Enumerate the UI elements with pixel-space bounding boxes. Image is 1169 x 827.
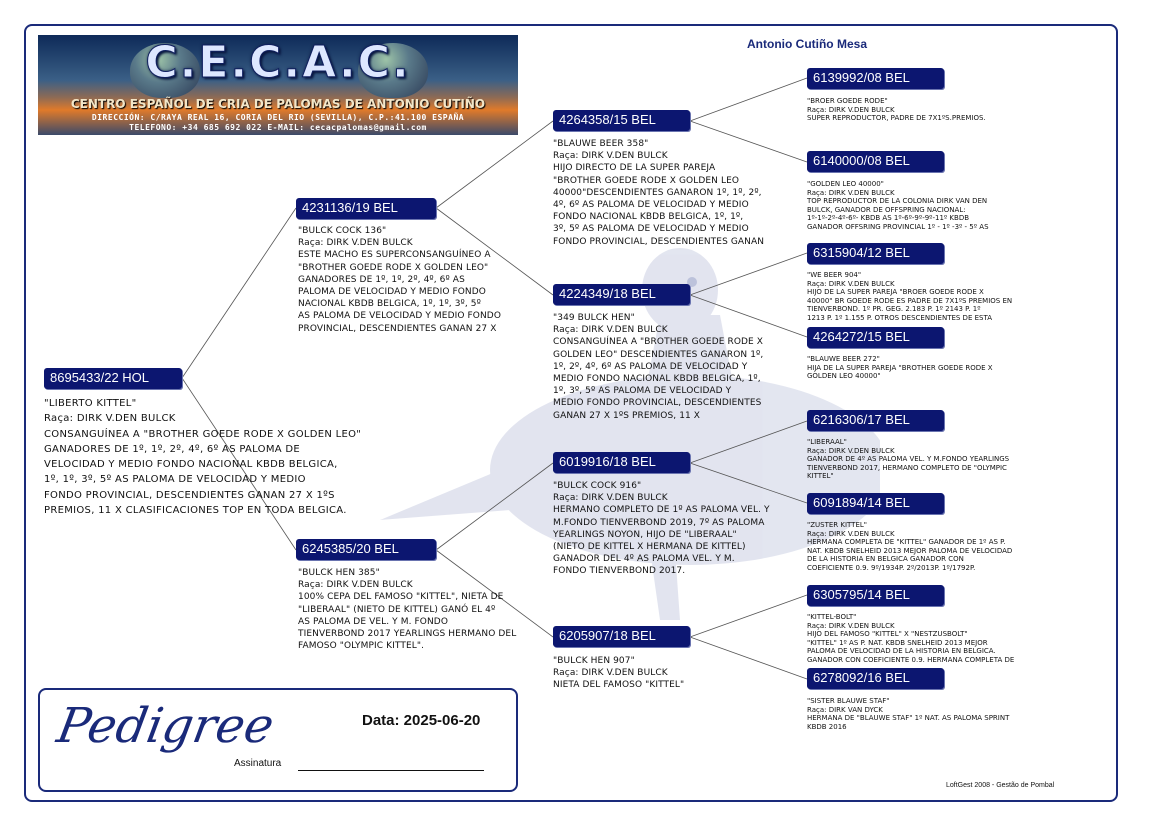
- ring-box-ggp-1[interactable]: 6139992/08 BEL: [807, 68, 944, 89]
- ring-box-subject[interactable]: 8695433/22 HOL: [44, 368, 182, 389]
- ring-box-sire[interactable]: 4231136/19 BEL: [296, 198, 436, 219]
- ring-box-grandsire-2[interactable]: 6019916/18 BEL: [553, 452, 690, 473]
- pigeon-description-grandsire-2: "BULCK COCK 916" Raça: DIRK V.DEN BULCK HERMANO COMPLETO DE 1º AS PALOMA VEL. Y M.FONDO TIENVERBOND 2019, 7º AS PALOMA YEARLINGS NOYON, HIJO DE "LIBERAAL" (NIETO DE KITTEL X HERMANA DE KITTEL) GANADOR DEL 4º AS PALOMA VEL. Y M. FONDO TIENVERBOND 2017.: [553, 481, 770, 577]
- banner-contact: TELEFONO: +34 685 692 022 E-MAIL: cecacpalomas@gmail.com: [129, 123, 427, 132]
- banner-address: DIRECCIÓN: C/RAYA REAL 16, CORIA DEL RIO (SEVILLA), C.P.:41.100 ESPAÑA: [91, 113, 465, 122]
- ring-box-grandsire-1[interactable]: 4264358/15 BEL: [553, 110, 690, 131]
- signature-panel: [38, 688, 518, 792]
- pigeon-description-grandsire-1: "BLAUWE BEER 358" Raça: DIRK V.DEN BULCK HIJO DIRECTO DE LA SUPER PAREJA "BROTHER GOEDE RODE X GOLDEN LEO 40000"DESCENDIENTES GANARON 1º, 1º, 2º, 4º, 6º AS PALOMA DE VELOCIDAD Y MEDIO FONDO NACIONAL KBDB BELGICA, 1º, 1º, 3º, 5º AS PALOMA DE VELOCIDAD Y MEDIO FONDO PROVINCIAL, DESCENDIENTES GANAN: [553, 139, 765, 247]
- banner-subtitle: CENTRO ESPAÑOL DE CRIA DE PALOMAS DE ANTONIO CUTIÑO: [70, 97, 486, 111]
- banner-acronym: C.E.C.A.C.: [145, 37, 411, 88]
- ring-box-granddam-2[interactable]: 6205907/18 BEL: [553, 626, 690, 647]
- signature-line[interactable]: [298, 770, 484, 771]
- pigeon-description-dam: "BULCK HEN 385" Raça: DIRK V.DEN BULCK 100% CEPA DEL FAMOSO "KITTEL", NIETA DE "LIBERAAL" (NIETO DE KITTEL) GANÓ EL 4º AS PALOMA DE VEL. Y M. FONDO TIENVERBOND 2017 YEARLINGS HERMANO DEL FAMOSO "OLYMPIC KITTEL".: [298, 568, 517, 652]
- ring-box-granddam-1[interactable]: 4224349/18 BEL: [553, 284, 690, 305]
- ring-box-ggp-4[interactable]: 4264272/15 BEL: [807, 327, 944, 348]
- pigeon-description-ggp-6: "ZUSTER KITTEL" Raça: DIRK V.DEN BULCK HERMANA COMPLETA DE "KITTEL" GANADOR DE 1º AS P. NAT. KBDB SNELHEID 2013 MEJOR PALOMA DE VELOCIDAD DE LA HISTORIA EN BELGICA GANADOR CON COEFICIENTE 0.9. 9º/1934P. 2º/2013P. 1º/1792P.: [807, 521, 1013, 572]
- pigeon-description-ggp-5: "LIBERAAL" Raça: DIRK V.DEN BULCK GANADOR DE 4º AS PALOMA VEL. Y M.FONDO YEARLINGS TIENVERBOND 2017, HERMANO COMPLETO DE "OLYMPIC KITTEL": [807, 438, 1010, 481]
- pigeon-description-granddam-2: "BULCK HEN 907" Raça: DIRK V.DEN BULCK NIETA DEL FAMOSO "KITTEL": [553, 656, 685, 691]
- club-banner: [38, 35, 518, 135]
- pigeon-description-granddam-1: "349 BULCK HEN" Raça: DIRK V.DEN BULCK CONSANGUÍNEA A "BROTHER GOEDE RODE X GOLDEN LEO" DESCENDIENTES GANARON 1º, 1º, 2º, 4º, 6º AS PALOMA DE VELOCIDAD Y MEDIO FONDO NACIONAL KBDB BELGICA, 1º, 1º, 3º, 5º AS PALOMA DE VELOCIDAD Y MEDIO FONDO PROVINCIAL, DESCENDIENTES GANAN 27 X 1ºS PREMIOS, 11 X: [553, 313, 764, 421]
- ring-box-ggp-3[interactable]: 6315904/12 BEL: [807, 243, 944, 264]
- ring-box-ggp-8[interactable]: 6278092/16 BEL: [807, 668, 944, 689]
- pigeon-description-ggp-1: "BROER GOEDE RODE" Raça: DIRK V.DEN BULCK SUPER REPRODUCTOR, PADRE DE 7X1ºS.PREMIOS.: [807, 97, 986, 123]
- ring-box-ggp-6[interactable]: 6091894/14 BEL: [807, 493, 944, 514]
- owner-name: Antonio Cutiño Mesa: [747, 37, 867, 51]
- signature-label: Assinatura: [234, 758, 282, 769]
- pigeon-description-ggp-3: "WE BEER 904" Raça: DIRK V.DEN BULCK HIJO DE LA SUPER PAREJA "BROER GOEDE RODE X 40000" BR GOEDE RODE ES PADRE DE 7X1ºS PREMIOS EN TIENVERBOND. 1º PR. GEG. 2.183 P. 1º 2143 P. 1º 1213 P. 1º 1.155 P. OTROS DESCENDIENTES DE ESTA: [807, 271, 1013, 322]
- pedigree-logo: Pedigree: [53, 698, 279, 754]
- pigeon-description-sire: "BULCK COCK 136" Raça: DIRK V.DEN BULCK ESTE MACHO ES SUPERCONSANGUÍNEO A "BROTHER GOEDE RODE X GOLDEN LEO" GANADORES DE 1º, 1º, 2º, 4º, 6º AS PALOMA DE VELOCIDAD Y MEDIO FONDO NACIONAL KBDB BELGICA, 1º, 1º, 3º, 5º AS PALOMA DE VELOCIDAD Y MEDIO FONDO PROVINCIAL, DESCENDIENTES GANAN 27 X: [298, 226, 502, 334]
- ring-box-ggp-2[interactable]: 6140000/08 BEL: [807, 151, 944, 172]
- footer-credit: LoftGest 2008 - Gestão de Pombal: [946, 782, 1055, 789]
- pigeon-description-ggp-4: "BLAUWE BEER 272" HIJA DE LA SUPER PAREJA "BROTHER GOEDE RODE X GOLDEN LEO 40000": [807, 355, 993, 381]
- pigeon-description-ggp-7: "KITTEL-BOLT" Raça: DIRK V.DEN BULCK HIJO DEL FAMOSO "KITTEL" X "NESTZUSBOLT" "KITTEL" 1º AS P. NAT. KBDB SNELHEID 2013 MEJOR PALOMA DE VELOCIDAD DE LA HISTORIA EN BELGICA. GANADOR CON COEFICIENTE 0.9. HERMANA COMPLETA DE: [807, 613, 1015, 664]
- ring-box-dam[interactable]: 6245385/20 BEL: [296, 539, 436, 560]
- pigeon-description-ggp-8: "SISTER BLAUWE STAF" Raça: DIRK VAN DYCK HERMANA DE "BLAUWE STAF" 1º NAT. AS PALOMA SPRINT KBDB 2016: [807, 697, 1010, 731]
- ring-box-ggp-7[interactable]: 6305795/14 BEL: [807, 585, 944, 606]
- pigeon-description-subject: "LIBERTO KITTEL" Raça: DIRK V.DEN BULCK CONSANGUÍNEA A "BROTHER GOEDE RODE X GOLDEN LEO" GANADORES DE 1º, 1º, 2º, 4º, 6º AS PALOMA DE VELOCIDAD Y MEDIO FONDO NACIONAL KBDB BELGICA, 1º, 1º, 3º, 5º AS PALOMA DE VELOCIDAD Y MEDIO FONDO PROVINCIAL, DESCENDIENTES GANAN 27 X 1ºS PREMIOS, 11 X CLASIFICACIONES TOP EN TODA BELGICA.: [44, 398, 362, 517]
- ring-box-ggp-5[interactable]: 6216306/17 BEL: [807, 410, 944, 431]
- pigeon-description-ggp-2: "GOLDEN LEO 40000" Raça: DIRK V.DEN BULCK TOP REPRODUCTOR DE LA COLONIA DIRK VAN DEN BULCK, GANADOR DE OFFSPRING NACIONAL: 1º-1º-2º-4º-6º- KBDB AS 1º-6º-9º-9º-11º KBDB GANADOR OFFSRING PROVINCIAL 1º - 1º -3º - 5º AS: [807, 180, 989, 231]
- pedigree-date: Data: 2025-06-20: [362, 712, 481, 729]
